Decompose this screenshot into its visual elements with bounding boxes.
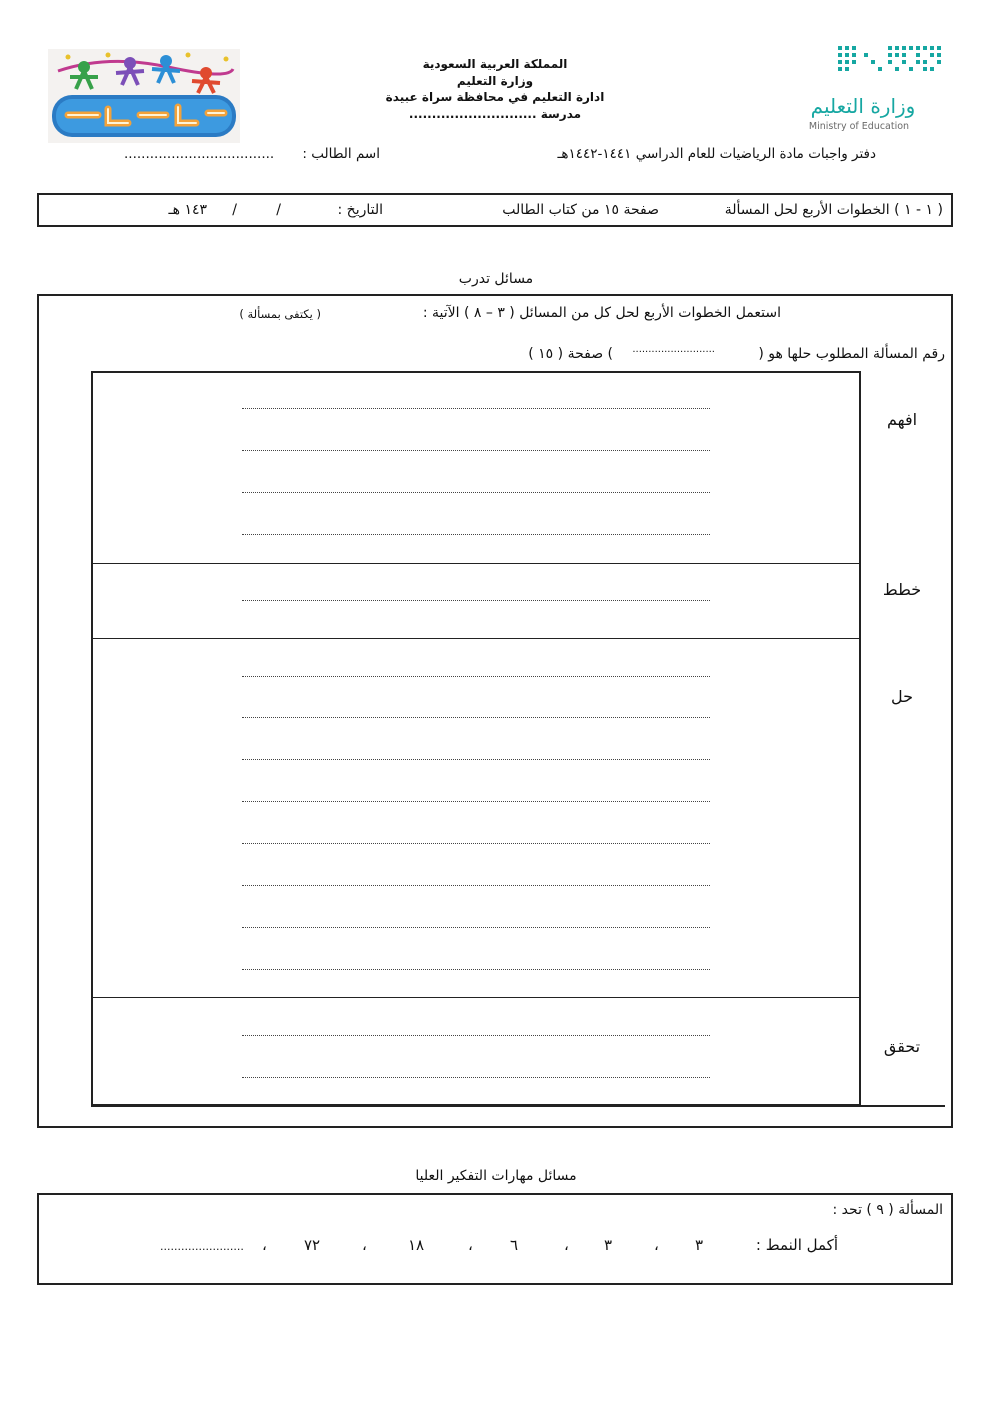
answer-line[interactable] <box>242 717 710 718</box>
sequence-number: ٣ <box>695 1236 704 1254</box>
lesson-title: ( ١ - ١ ) الخطوات الأربع لحل المسألة <box>724 202 943 218</box>
sequence-separator: ، <box>564 1236 569 1254</box>
answer-line[interactable] <box>242 969 710 970</box>
problem-number-field[interactable]: .......................... <box>632 344 715 355</box>
hots-problem: المسألة ( ٩ ) تحد : <box>832 1202 943 1218</box>
answer-line[interactable] <box>242 534 710 535</box>
sequence-number: ٣ <box>604 1236 613 1254</box>
practice-title: مسائل تدرب <box>458 271 534 287</box>
step-divider <box>93 997 859 998</box>
answer-line[interactable] <box>242 676 710 677</box>
ministry-logo-arabic: وزارة التعليم <box>810 94 916 118</box>
answer-line[interactable] <box>242 408 710 409</box>
step-plan-label: خطط <box>882 580 922 599</box>
sequence-separator: ، <box>262 1236 267 1254</box>
step-divider <box>93 638 859 639</box>
problem-number-label: رقم المسألة المطلوب حلها هو ( <box>758 346 945 362</box>
step-check-label: تحقق <box>883 1037 921 1056</box>
answer-line[interactable] <box>242 600 710 601</box>
answer-line[interactable] <box>242 759 710 760</box>
lesson-bar <box>37 193 953 227</box>
pattern-label: أكمل النمط : <box>755 1236 838 1254</box>
kingdom-text: المملكة العربية السعودية <box>422 57 568 71</box>
step-understand-label: افهم <box>886 410 918 429</box>
answer-line[interactable] <box>242 450 710 451</box>
steps-table <box>91 371 861 1106</box>
steps-bottom-line <box>91 1105 945 1107</box>
sequence-number: ٦ <box>510 1236 519 1254</box>
answer-line[interactable] <box>242 1077 710 1078</box>
return-safely-logo <box>48 49 240 143</box>
answer-line[interactable] <box>242 927 710 928</box>
answer-line[interactable] <box>242 492 710 493</box>
practice-instruction: استعمل الخطوات الأربع لحل كل من المسائل ( ٣ – ٨ ) الآتية : <box>422 305 781 321</box>
hots-title: مسائل مهارات التفكير العليا <box>415 1168 577 1184</box>
school-text: مدرسة ............................ <box>408 106 582 121</box>
sequence-number: ١٨ <box>408 1236 425 1254</box>
answer-line[interactable] <box>242 843 710 844</box>
problem-page: ) صفحة ( ١٥ ) <box>528 346 613 362</box>
date-separator: / <box>276 202 281 218</box>
practice-note: ( يكتفى بمسألة ) <box>239 307 321 321</box>
pattern-answer-field[interactable]: ........................ <box>160 1240 244 1253</box>
page-reference: صفحة ١٥ من كتاب الطالب <box>502 202 659 218</box>
date-label: التاريخ : <box>337 202 383 218</box>
student-name-label: اسم الطالب : <box>302 146 380 162</box>
sequence-number: ٧٢ <box>304 1236 321 1254</box>
ministry-text: وزارة التعليم <box>456 73 534 88</box>
admin-text: ادارة التعليم في محافظة سراة عبيدة <box>385 90 605 104</box>
header-block <box>380 56 610 122</box>
answer-line[interactable] <box>242 1035 710 1036</box>
date-separator: / <box>232 202 237 218</box>
step-solve-label: حل <box>890 687 913 706</box>
answer-line[interactable] <box>242 801 710 802</box>
notebook-title: دفتر واجبات مادة الرياضيات للعام الدراسي ١٤٤١-١٤٤٢هـ <box>557 146 876 162</box>
ministry-logo-english: Ministry of Education <box>808 121 910 132</box>
step-divider <box>93 563 859 564</box>
student-name-field[interactable]: ................................... <box>124 146 275 162</box>
ministry-of-education-logo <box>780 44 950 134</box>
answer-line[interactable] <box>242 885 710 886</box>
sequence-separator: ، <box>468 1236 473 1254</box>
sequence-separator: ، <box>654 1236 659 1254</box>
date-year: ١٤٣ هـ <box>168 202 207 218</box>
sequence-separator: ، <box>362 1236 367 1254</box>
